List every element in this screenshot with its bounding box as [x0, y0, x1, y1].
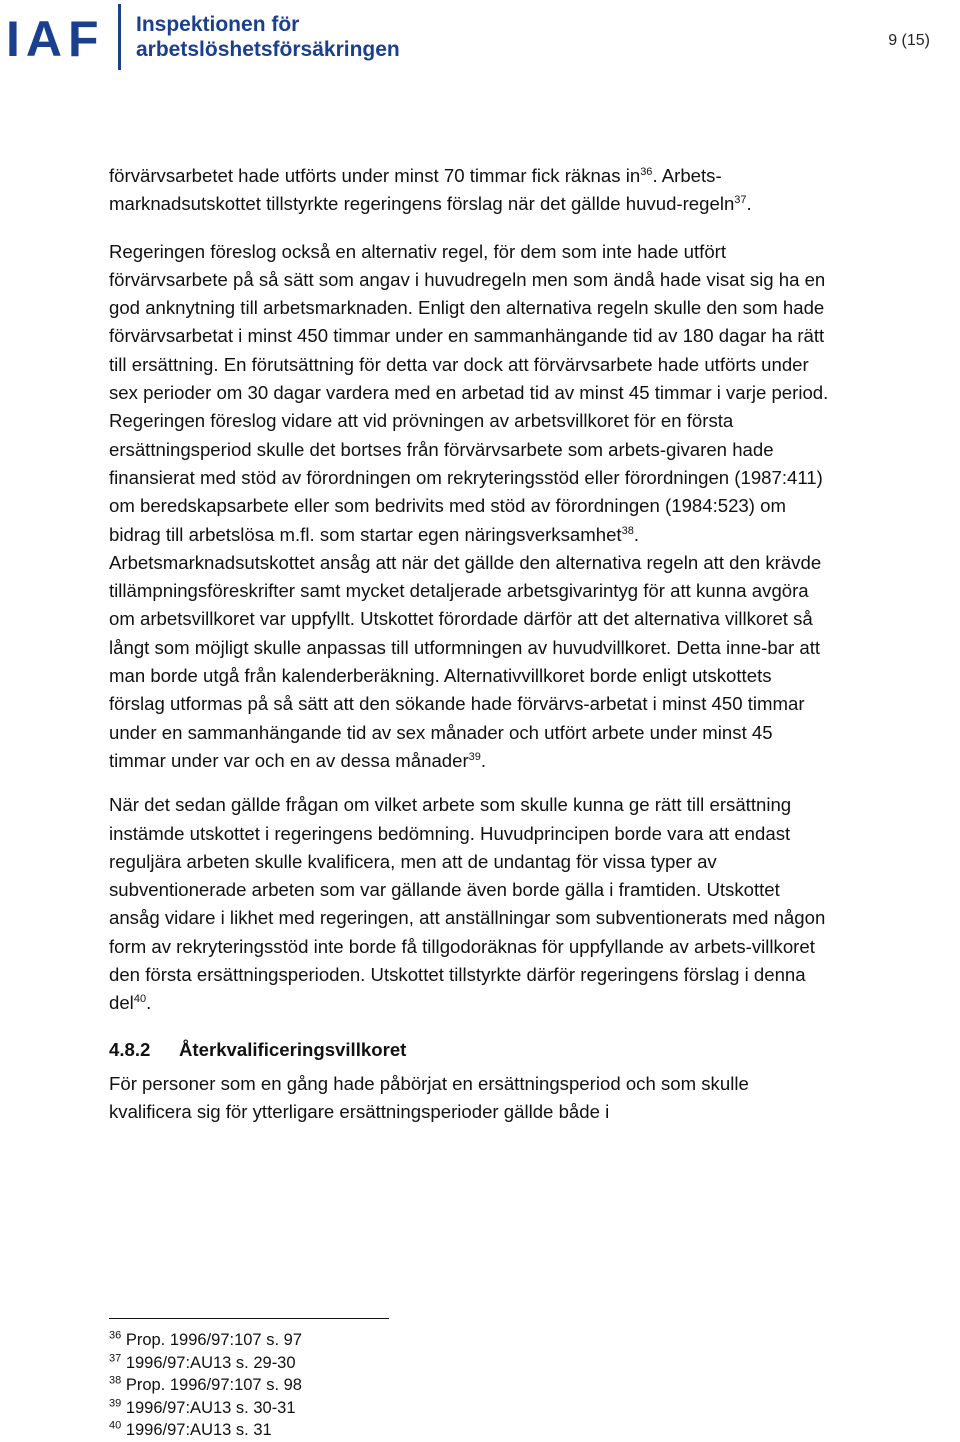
paragraph-text: .: [146, 992, 152, 1014]
footnotes: [109, 1329, 302, 1442]
paragraph-1: [109, 162, 829, 219]
paragraph-4: För personer som en gång hade påbörjat en ersättningsperiod och som skulle kvalificera sig för ytterligare ersättningsperioder gällde både i: [109, 1072, 749, 1123]
footnote-number: 37: [109, 1352, 122, 1364]
footnote-ref-40[interactable]: 40: [133, 993, 147, 1006]
footnote-text: Prop. 1996/97:107 s. 98: [121, 1376, 302, 1394]
footnote-ref-38[interactable]: 38: [621, 524, 634, 537]
logo-org-line2: arbetslöshetsförsäkringen: [136, 38, 400, 61]
footnote-text: Prop. 1996/97:107 s. 97: [121, 1331, 302, 1349]
footnote-ref-39[interactable]: 39: [468, 750, 481, 763]
footnote-38: [109, 1374, 302, 1397]
page-number: 9 (15): [888, 32, 930, 49]
paragraph-2: [109, 238, 829, 776]
paragraph-text: .: [480, 749, 487, 771]
section-heading: [109, 1036, 829, 1064]
paragraph-text: När det sedan gällde frågan om vilket arbete som skulle kunna ge rätt till ersättning instämde utskottet i regeringens bedömning. Huvudprincipen borde vara att endast reguljära arbeten skulle kvalificera, men att de undantag för vissa typer av subventionerade arbeten som var gällande även borde gälla i framtiden. Utskottet ansåg vidare i likhet med regeringen, att anställningar som subventionerats med någon form av rekryteringsstöd inte borde få tillgodoräknas för uppfyllande av arbets-villkoret den första ersättningsperioden. Utskottet tillstyrkte därför regeringens förslag i denna del: [109, 794, 826, 1014]
section-title: Återkvalificeringsvillkoret: [179, 1038, 407, 1060]
footnote-37: [109, 1352, 302, 1375]
section-number: 4.8.2: [109, 1038, 151, 1060]
footnote-39: [109, 1397, 302, 1420]
document-body: [109, 162, 829, 1127]
logo-divider: [118, 4, 121, 70]
footnote-ref-36[interactable]: 36: [640, 165, 653, 178]
paragraph-3: [109, 791, 829, 1017]
page-header: [0, 0, 960, 80]
footnote-36: [109, 1329, 302, 1352]
paragraph-text: förvärvsarbetet hade utförts under minst 70 timmar fick räknas in: [109, 165, 641, 186]
logo-letters: IAF: [6, 11, 105, 67]
footnote-number: 39: [109, 1397, 122, 1409]
footnote-ref-37[interactable]: 37: [734, 194, 747, 207]
footnote-text: 1996/97:AU13 s. 30-31: [121, 1398, 296, 1417]
footnote-number: 36: [109, 1329, 122, 1342]
footnote-text: 1996/97:AU13 s. 29-30: [121, 1353, 296, 1372]
footnote-number: 40: [109, 1419, 122, 1432]
paragraph-text: Regeringen föreslog också en alternativ regel, för dem som inte hade utfört förvärvsarbete på så sätt som angav i huvudregeln men som ändå hade visat sig ha en god anknytning till arbetsmarknaden. Enligt den alternativa regeln skulle den som hade förvärvsarbetat i minst 450 timmar under en sammanhängande tid av 180 dagar ha rätt till ersättning. En förutsättning för detta var dock att förvärvsarbete hade utförts under sex perioder om 30 dagar vardera med en arbetad tid av minst 45 timmar i varje period. Regeringen föreslog vidare att vid prövningen av arbetsvillkoret för en första ersättningsperiod skulle det bortses från förvärvsarbete som arbets-givaren hade finansierat med stöd av förordningen om rekryteringsstöd eller förordningen (1987:411) om beredskapsarbete eller som bedrivits med stöd av förordningen (1984:523) om bidrag till arbetslösa m.fl. som startar egen näringsverksamhet: [109, 240, 829, 545]
footnote-number: 38: [109, 1374, 122, 1387]
logo-org-line1: Inspektionen för: [136, 13, 300, 36]
footnote-divider: [109, 1318, 389, 1319]
paragraph-text: .: [746, 193, 752, 215]
footnote-40: [109, 1419, 302, 1442]
iaf-logo: [4, 4, 404, 74]
paragraph-text: . Arbets-marknadsutskottet tillstyrkte regeringens förslag när det gällde huvud-regeln: [109, 165, 735, 215]
footnote-text: 1996/97:AU13 s. 31: [121, 1421, 272, 1439]
paragraph-text: . Arbetsmarknadsutskottet ansåg att när det gällde den alternativa regeln att den krävde tillämpningsföreskrifter samt mycket detaljerade arbetsgivarintyg för att kunna avgöra om arbetsvillkoret var uppfyllt. Utskottet förordade därför att det alternativa villkoret så långt som möjligt skulle anpassas till utformningen av huvudvillkoret. Detta inne-bar att man borde utgå från kalenderberäkning. Alternativvillkoret borde enligt utskottets förslag utformas på så sätt att den sökande hade förvärvs-arbetat i minst 450 timmar under en sammanhängande tid av sex månader och utfört arbete under minst 45 timmar under var och en av dessa månader: [109, 523, 822, 771]
